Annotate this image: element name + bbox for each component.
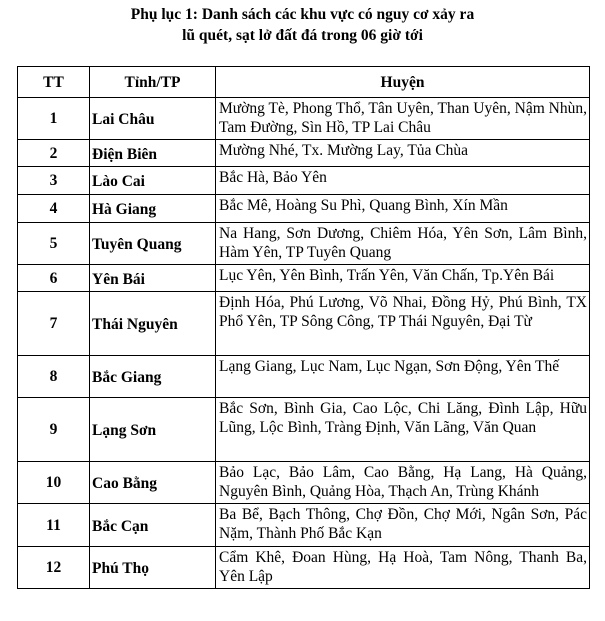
- row-districts: Lạng Giang, Lục Nam, Lục Ngạn, Sơn Động, Yên Thế: [216, 356, 590, 398]
- row-districts: Bảo Lạc, Bảo Lâm, Cao Bằng, Hạ Lang, Hà Quảng, Nguyên Bình, Quảng Hòa, Thạch An, Trùng Khánh: [216, 462, 590, 504]
- table-row: [18, 547, 590, 589]
- table-row: [18, 462, 590, 504]
- row-districts: Bắc Mê, Hoàng Su Phì, Quang Bình, Xín Mần: [216, 195, 590, 223]
- row-districts: Mường Tè, Phong Thổ, Tân Uyên, Than Uyên, Nậm Nhùn, Tam Đường, Sìn Hồ, TP Lai Châu: [216, 98, 590, 140]
- row-number: 8: [18, 356, 90, 398]
- row-province: Điện Biên: [90, 140, 216, 167]
- row-number: 5: [18, 223, 90, 265]
- row-districts: Định Hóa, Phú Lương, Võ Nhai, Đồng Hỷ, Phú Bình, TX Phổ Yên, TP Sông Công, TP Thái Nguyên, Đại Từ: [216, 292, 590, 356]
- row-number: 7: [18, 292, 90, 356]
- table-row: [18, 98, 590, 140]
- header-district: Huyện: [216, 67, 590, 98]
- header-province: Tỉnh/TP: [90, 67, 216, 98]
- row-province: Tuyên Quang: [90, 223, 216, 265]
- row-number: 2: [18, 140, 90, 167]
- row-districts: Ba Bể, Bạch Thông, Chợ Đồn, Chợ Mới, Ngân Sơn, Pác Nặm, Thành Phố Bắc Kạn: [216, 504, 590, 547]
- row-districts: Na Hang, Sơn Dương, Chiêm Hóa, Yên Sơn, Lâm Bình, Hàm Yên, TP Tuyên Quang: [216, 223, 590, 265]
- table-row: [18, 356, 590, 398]
- row-number: 4: [18, 195, 90, 223]
- row-districts: Bắc Hà, Bảo Yên: [216, 167, 590, 195]
- row-province: Lào Cai: [90, 167, 216, 195]
- row-province: Hà Giang: [90, 195, 216, 223]
- row-number: 12: [18, 547, 90, 589]
- table-row: [18, 292, 590, 356]
- row-province: Phú Thọ: [90, 547, 216, 589]
- title-line-2: lũ quét, sạt lở đất đá trong 06 giờ tới: [182, 27, 423, 44]
- title-line-1: Phụ lục 1: Danh sách các khu vực có nguy cơ xảy ra: [130, 6, 475, 23]
- row-province: Lạng Sơn: [90, 398, 216, 462]
- table-row: [18, 223, 590, 265]
- header-tt: TT: [18, 67, 90, 98]
- table-row: [18, 398, 590, 462]
- row-districts: Mường Nhé, Tx. Mường Lay, Tủa Chùa: [216, 140, 590, 167]
- table-row: [18, 265, 590, 292]
- table-row: [18, 195, 590, 223]
- table-row: [18, 140, 590, 167]
- row-number: 11: [18, 504, 90, 547]
- table-header-row: [18, 67, 590, 98]
- row-districts: Cẩm Khê, Đoan Hùng, Hạ Hoà, Tam Nông, Thanh Ba, Yên Lập: [216, 547, 590, 589]
- row-province: Yên Bái: [90, 265, 216, 292]
- row-province: Lai Châu: [90, 98, 216, 140]
- row-province: Bắc Cạn: [90, 504, 216, 547]
- row-districts: Lục Yên, Yên Bình, Trấn Yên, Văn Chấn, Tp.Yên Bái: [216, 265, 590, 292]
- row-province: Cao Bằng: [90, 462, 216, 504]
- row-province: Bắc Giang: [90, 356, 216, 398]
- row-number: 9: [18, 398, 90, 462]
- row-number: 1: [18, 98, 90, 140]
- document-title: [0, 0, 605, 54]
- table-row: [18, 504, 590, 547]
- row-number: 10: [18, 462, 90, 504]
- table-row: [18, 167, 590, 195]
- row-number: 3: [18, 167, 90, 195]
- row-number: 6: [18, 265, 90, 292]
- row-districts: Bắc Sơn, Bình Gia, Cao Lộc, Chi Lăng, Đình Lập, Hữu Lũng, Lộc Bình, Tràng Định, Văn Lãng, Văn Quan: [216, 398, 590, 462]
- row-province: Thái Nguyên: [90, 292, 216, 356]
- risk-area-table: [17, 66, 590, 589]
